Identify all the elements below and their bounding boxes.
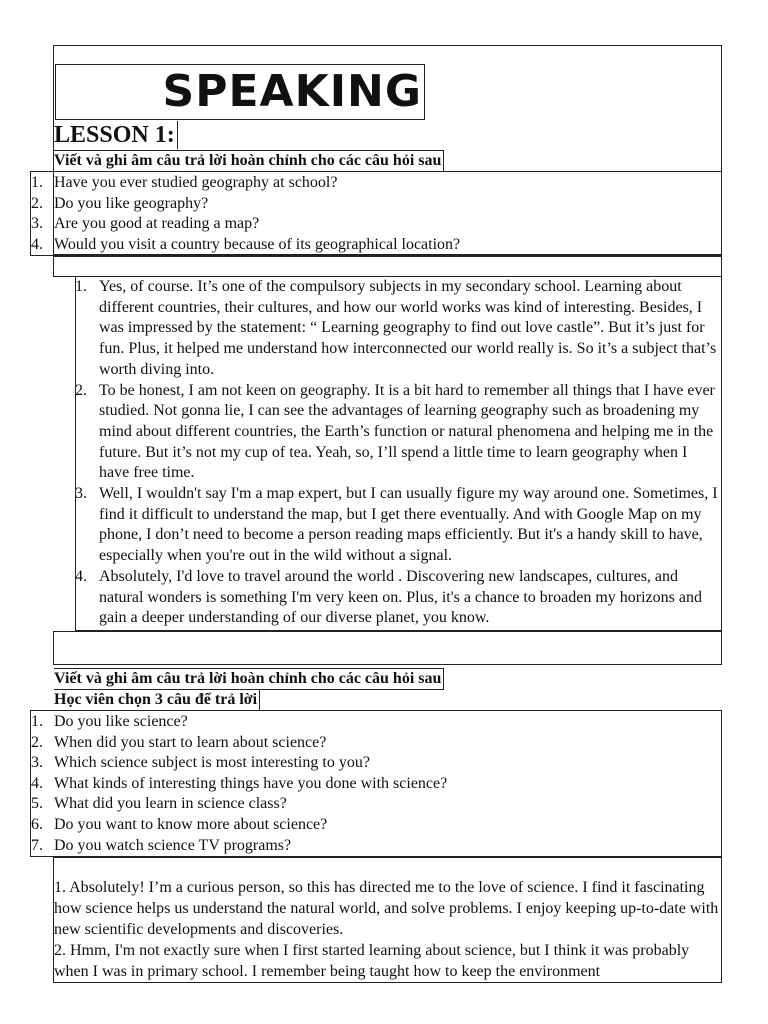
question-item: 1. Have you ever studied geography at school? [31,174,338,191]
answer-item: 1. Yes, of course. It’s one of the compulsory subjects in my secondary school. Learning about different countries, their cultures, and how our world works was kind of interesting. Besides, I was impressed by the statement: “ Learning geography to find out love castle”. But it’s just for fun. Plus, it helped me understand how interconnected our world really is. So it’s a subject that’s worth diving into. [75,278,717,378]
question-item: 3. Which science subject is most interesting to you? [31,754,370,772]
lesson-heading: LESSON 1: [54,121,178,149]
page-title: SPEAKING [55,64,425,120]
spacer-box-2 [53,631,722,665]
question-item: 4. Would you visit a country because of its geographical location? [31,235,461,253]
question-item: 2. Do you like geography? [31,194,209,212]
section1-answers [75,277,720,629]
question-item: 1. Do you like science? [31,713,188,730]
section2-question-list [30,710,722,857]
answer-item: 3. Well, I wouldn't say I'm a map expert, but I can usually figure my way around one. Sometimes, I find it difficult to understand the map, but I get there eventually. And with Google Map on my phone, I don’t need to become a person reading maps efficiently. But it's a handy skill to have, especially when you're out in the wild without a signal. [75,485,718,565]
answer-item: 2. To be honest, I am not keen on geography. It is a bit hard to remember all things that I have ever studied. Not gonna lie, I can see the advantages of learning geography such as broadening my mind about different countries, the Earth’s function or natural phenomena and helping me in the future. But it’s not my cup of tea. Yeah, so, I’ll spend a little time to learn geography when I have free time. [75,381,715,482]
question-item: 7. Do you watch science TV programs? [31,836,292,854]
section1-question-list [30,171,722,256]
spacer-box-1 [53,256,722,277]
answer-item: 4. Absolutely, I'd love to travel around the world . Discovering new landscapes, cultures, and natural wonders is something I'm very keen on. Plus, it's a chance to broaden my horizons and gain a deeper understanding of our diverse planet, you know. [75,567,702,627]
question-item: 6. Do you want to know more about science? [31,815,328,833]
question-item: 5. What did you learn in science class? [31,795,287,813]
question-item: 3. Are you good at reading a map? [31,215,260,233]
section2-instruction: Viết và ghi âm câu trả lời hoàn chỉnh cho các câu hỏi sau [54,668,444,690]
question-item: 4. What kinds of interesting things have you done with science? [31,774,448,792]
question-item: 2. When did you start to learn about science? [31,733,327,751]
section2-answer-text: 1. Absolutely! I’m a curious person, so this has directed me to the love of science. I find it fascinating how science helps us understand the natural world, and solve problems. I enjoy keeping up-to-date with new scientific developments and discoveries. 2. Hmm, I'm not exactly sure when I first started learning about science, but I think it was probably when I was in primary school. I remember being taught how to keep the environment [54,879,719,980]
section2-instruction-choose: Học viên chọn 3 câu để trả lời [54,689,260,711]
section1-instruction: Viết và ghi âm câu trả lời hoàn chỉnh cho các câu hỏi sau [54,150,444,172]
